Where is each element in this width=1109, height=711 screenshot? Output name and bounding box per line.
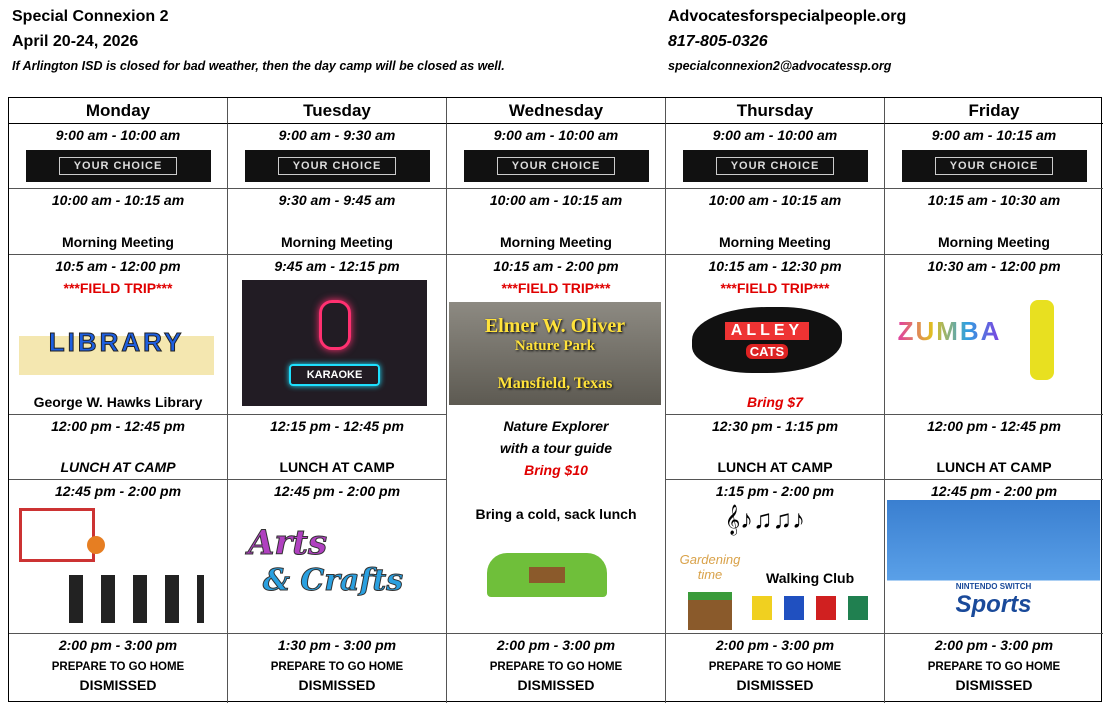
time-slot: 1:30 pm - 3:00 pm [277, 637, 397, 653]
dismissed-label: DISMISSED [955, 677, 1033, 693]
activity-label: Walking Club [766, 570, 855, 586]
schedule-cell [9, 634, 228, 703]
time-slot: 12:00 pm - 12:45 pm [51, 418, 185, 434]
schedule-cell [666, 634, 885, 703]
field-trip-label: ***FIELD TRIP*** [63, 280, 173, 296]
time-slot: 10:15 am - 10:30 am [927, 192, 1061, 208]
time-slot: 12:15 pm - 12:45 pm [270, 418, 404, 434]
plant-pot-icon [688, 592, 732, 630]
schedule-cell [885, 255, 1103, 415]
nintendo-switch-sports-image: NINTENDO SWITCH Sports [887, 500, 1100, 630]
activity-label: Nature Explorer [503, 418, 609, 434]
time-slot: 9:00 am - 10:00 am [712, 127, 838, 143]
your-choice-sign: YOUR CHOICE [245, 150, 430, 182]
schedule-cell [9, 480, 228, 634]
music-notes-image: 𝄞♪♫♫♪ [724, 504, 806, 534]
schedule-cell [666, 480, 885, 634]
day-header: Wednesday [447, 98, 666, 124]
dismissed-label: DISMISSED [517, 677, 595, 693]
time-slot: 10:00 am - 10:15 am [489, 192, 623, 208]
activity-label: LUNCH AT CAMP [60, 459, 176, 475]
activity-label: Morning Meeting [62, 234, 174, 250]
nature-park-image: Elmer W. Oliver Nature Park Mansfield, Texas [449, 302, 661, 405]
schedule-cell [885, 124, 1103, 189]
time-slot: 10:15 am - 12:30 pm [708, 258, 842, 274]
time-slot: 2:00 pm - 3:00 pm [58, 637, 178, 653]
basketball-hoop-image [19, 508, 95, 562]
schedule-cell [885, 189, 1103, 255]
zumba-image: ZUMBA [897, 315, 1002, 346]
dismissed-label: DISMISSED [736, 677, 814, 693]
lunch-note: Bring a cold, sack lunch [475, 506, 637, 522]
email-link[interactable]: specialconnexion2@advocatessp.org [668, 59, 892, 73]
schedule-cell [666, 124, 885, 189]
time-slot: 12:45 pm - 2:00 pm [930, 483, 1058, 499]
program-dates: April 20-24, 2026 [12, 33, 139, 50]
sneakers-image [752, 596, 878, 620]
time-slot: 12:00 pm - 12:45 pm [927, 418, 1061, 434]
schedule-cell [228, 189, 447, 255]
schedule-cell [9, 415, 228, 480]
cost-label: Bring $10 [524, 462, 588, 478]
activity-label: Morning Meeting [938, 234, 1050, 250]
time-slot: 9:00 am - 10:00 am [493, 127, 619, 143]
activity-label: with a tour guide [500, 440, 612, 456]
activity-label: PREPARE TO GO HOME [51, 661, 185, 673]
schedule-table [8, 97, 1102, 702]
gardening-image: Gardening time [679, 552, 741, 582]
karaoke-image: KARAOKE [242, 280, 427, 406]
program-title: Special Connexion 2 [12, 8, 169, 25]
schedule-cell [666, 415, 885, 480]
schedule-cell [885, 415, 1103, 480]
schedule-cell [447, 255, 666, 634]
time-slot: 9:45 am - 12:15 pm [274, 258, 400, 274]
time-slot: 1:15 pm - 2:00 pm [715, 483, 835, 499]
field-trip-label: ***FIELD TRIP*** [720, 280, 830, 296]
schedule-cell [228, 124, 447, 189]
time-slot: 2:00 pm - 3:00 pm [496, 637, 616, 653]
time-slot: 9:00 am - 9:30 am [278, 127, 396, 143]
time-slot: 9:30 am - 9:45 am [278, 192, 396, 208]
activity-label: LUNCH AT CAMP [717, 459, 833, 475]
schedule-cell [228, 415, 447, 480]
schedule-cell [9, 255, 228, 415]
time-slot: 10:15 am - 2:00 pm [493, 258, 619, 274]
day-header: Monday [9, 98, 228, 124]
your-choice-sign: YOUR CHOICE [902, 150, 1087, 182]
time-slot: 12:45 pm - 2:00 pm [273, 483, 401, 499]
dismissed-label: DISMISSED [298, 677, 376, 693]
schedule-cell [228, 255, 447, 415]
time-slot: 9:00 am - 10:15 am [931, 127, 1057, 143]
day-header: Thursday [666, 98, 885, 124]
location-label: George W. Hawks Library [33, 394, 203, 410]
day-header: Friday [885, 98, 1103, 124]
schedule-cell [447, 189, 666, 255]
arts-crafts-logo: Arts & Crafts [248, 522, 404, 598]
cost-label: Bring $7 [746, 394, 803, 410]
time-slot: 2:00 pm - 3:00 pm [715, 637, 835, 653]
dismissed-label: DISMISSED [79, 677, 157, 693]
schedule-cell [885, 480, 1103, 634]
activity-label: PREPARE TO GO HOME [270, 661, 404, 673]
badminton-player-image [1030, 300, 1054, 380]
time-slot: 10:5 am - 12:00 pm [55, 258, 181, 274]
schedule-cell [9, 189, 228, 255]
field-trip-label: ***FIELD TRIP*** [501, 280, 611, 296]
activity-label: Morning Meeting [500, 234, 612, 250]
microphone-icon [319, 300, 351, 350]
schedule-cell [447, 634, 666, 703]
schedule-cell [447, 124, 666, 189]
basketball-players-image [69, 575, 204, 623]
day-header: Tuesday [228, 98, 447, 124]
your-choice-sign: YOUR CHOICE [683, 150, 868, 182]
basketball-icon [87, 536, 105, 554]
activity-label: Morning Meeting [281, 234, 393, 250]
phone-number: 817-805-0326 [668, 33, 768, 50]
website-link[interactable]: Advocatesforspecialpeople.org [668, 8, 907, 25]
time-slot: 2:00 pm - 3:00 pm [934, 637, 1054, 653]
time-slot: 12:30 pm - 1:15 pm [711, 418, 839, 434]
activity-label: PREPARE TO GO HOME [927, 661, 1061, 673]
your-choice-sign: YOUR CHOICE [26, 150, 211, 182]
schedule-cell [228, 634, 447, 703]
time-slot: 9:00 am - 10:00 am [55, 127, 181, 143]
library-book-image: LIBRARY [19, 310, 214, 375]
activity-label: PREPARE TO GO HOME [489, 661, 623, 673]
activity-label: PREPARE TO GO HOME [708, 661, 842, 673]
park-bench-image [487, 553, 607, 597]
alley-cats-logo: ALLEY CATS [692, 307, 842, 373]
schedule-cell [9, 124, 228, 189]
weather-note: If Arlington ISD is closed for bad weather, then the day camp will be closed as well. [12, 59, 505, 73]
schedule-cell [228, 480, 447, 634]
time-slot: 10:30 am - 12:00 pm [927, 258, 1061, 274]
activity-label: LUNCH AT CAMP [936, 459, 1052, 475]
time-slot: 10:00 am - 10:15 am [708, 192, 842, 208]
activity-label: LUNCH AT CAMP [279, 459, 395, 475]
schedule-cell [666, 255, 885, 415]
time-slot: 12:45 pm - 2:00 pm [54, 483, 182, 499]
time-slot: 10:00 am - 10:15 am [51, 192, 185, 208]
schedule-cell [885, 634, 1103, 703]
activity-label: Morning Meeting [719, 234, 831, 250]
your-choice-sign: YOUR CHOICE [464, 150, 649, 182]
schedule-cell [666, 189, 885, 255]
